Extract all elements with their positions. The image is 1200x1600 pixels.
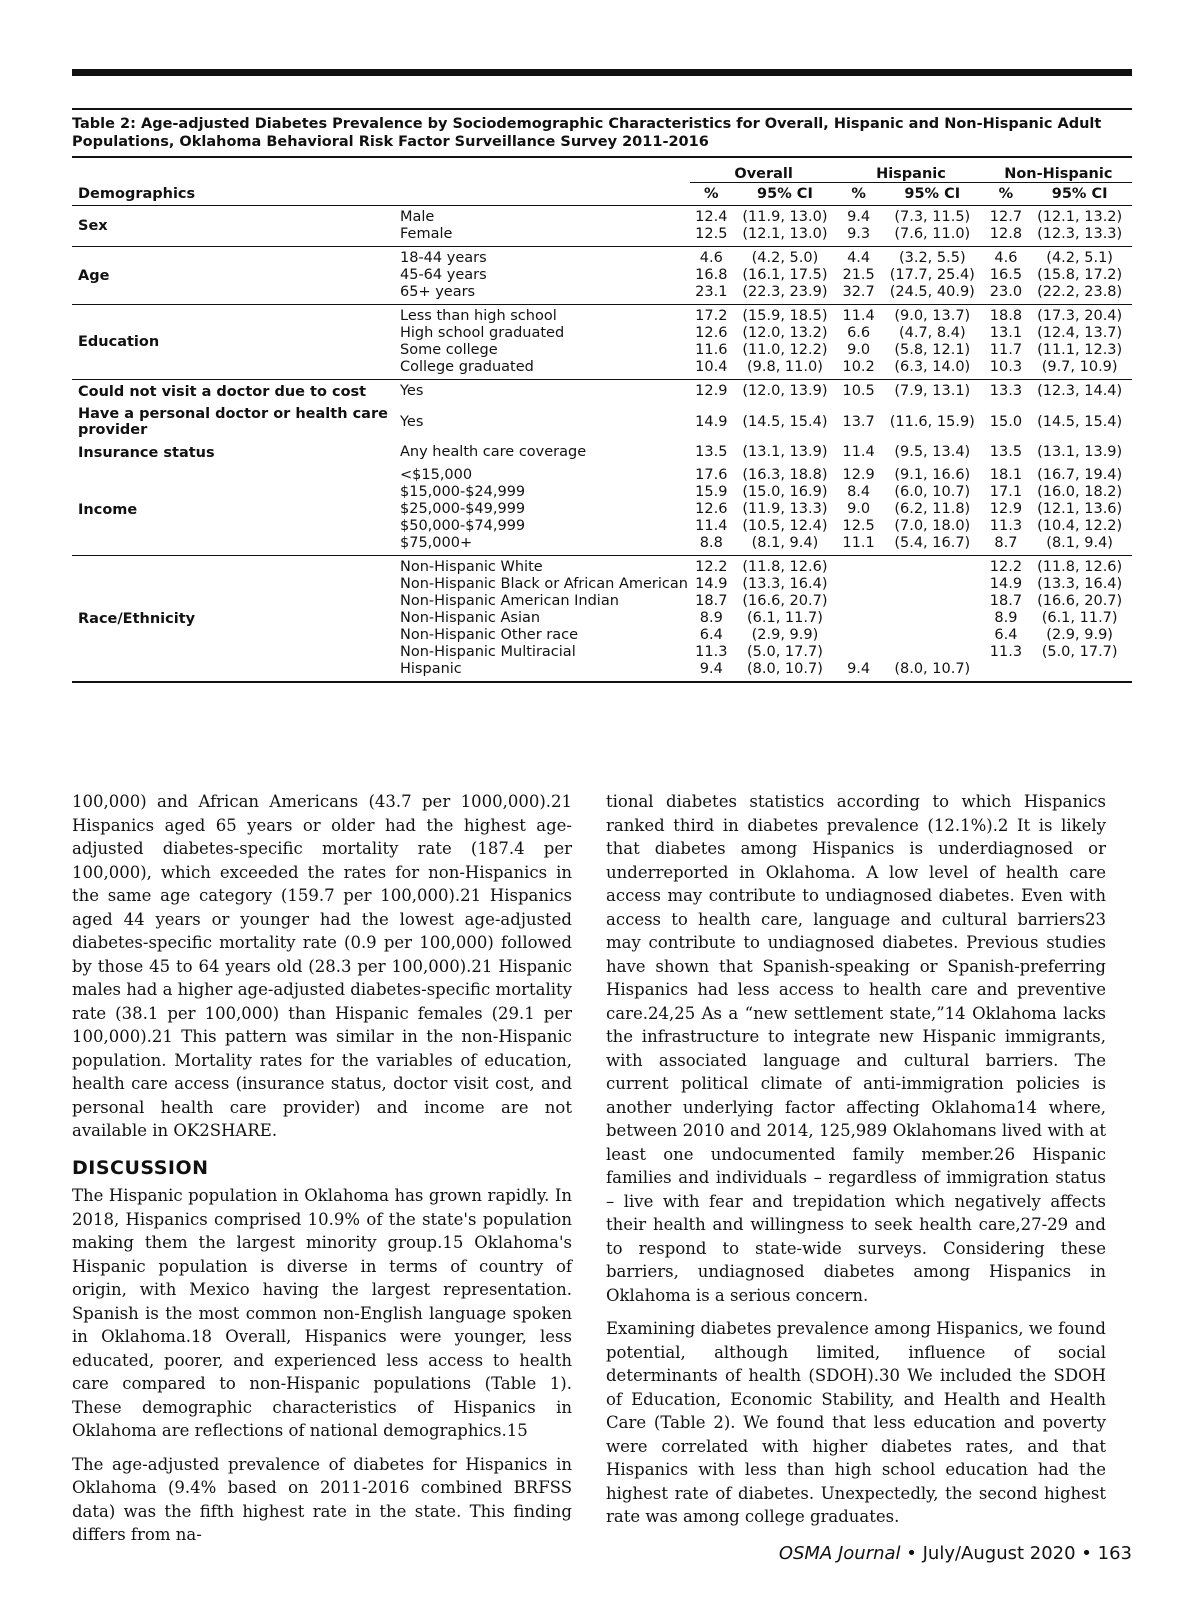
overall-pct-value: 13.5 bbox=[695, 444, 728, 460]
row-subcategory-value: Hispanic bbox=[400, 661, 462, 677]
nonhispanic-ci bbox=[1027, 247, 1132, 305]
right-paragraph-2: Examining diabetes prevalence among Hispanics, we found potential, although limited, influence of social determinants of health (SDOH).30 We included the SDOH of Education, Economic Stability, and Health and Health Care (Table 2). We found that less education and poverty were correlated with higher diabetes rates, and that Hispanics with less than high school education had the highest rate of diabetes. Unexpectedly, the second highest rate was among college graduates. bbox=[606, 1319, 1106, 1526]
overall-pct bbox=[690, 464, 733, 556]
overall-ci-value: (11.8, 12.6) bbox=[742, 559, 828, 575]
overall-pct-value: 4.6 bbox=[699, 250, 723, 266]
overall-ci bbox=[733, 305, 838, 380]
overall-ci-value: (16.1, 17.5) bbox=[742, 267, 828, 283]
overall-pct-value: 12.9 bbox=[695, 383, 728, 399]
hispanic-ci-value: (7.3, 11.5) bbox=[894, 209, 971, 225]
nonhispanic-ci-value: (16.6, 20.7) bbox=[1037, 593, 1123, 609]
row-subcategory-value: Non-Hispanic Other race bbox=[400, 627, 579, 643]
hispanic-ci-value: (7.6, 11.0) bbox=[894, 226, 971, 242]
hispanic-pct-value: 12.9 bbox=[842, 467, 875, 483]
overall-pct-value: 9.4 bbox=[699, 661, 723, 677]
overall-pct bbox=[690, 403, 733, 441]
hispanic-ci bbox=[880, 464, 985, 556]
overall-ci-value: (11.9, 13.3) bbox=[742, 501, 828, 517]
row-subcategory bbox=[398, 305, 690, 380]
overall-pct-value: 17.6 bbox=[695, 467, 728, 483]
table-body bbox=[72, 206, 1132, 683]
overall-ci-value: (11.0, 12.2) bbox=[742, 342, 828, 358]
nonhispanic-pct-value: 16.5 bbox=[989, 267, 1023, 283]
overall-pct-value: 11.6 bbox=[695, 342, 728, 358]
row-subcategory-value: Female bbox=[400, 226, 453, 242]
nonhispanic-ci-value: (2.9, 9.9) bbox=[1046, 627, 1113, 643]
row-label: Could not visit a doctor due to cost bbox=[72, 380, 398, 404]
nonhispanic-pct bbox=[985, 305, 1028, 380]
row-subcategory-value: $15,000-$24,999 bbox=[400, 484, 526, 500]
overall-pct bbox=[690, 247, 733, 305]
hispanic-pct bbox=[837, 403, 880, 441]
table-row bbox=[72, 247, 1132, 305]
left-paragraph-3: The age-adjusted prevalence of diabetes for Hispanics in Oklahoma (9.4% based on 2011-2016 combined BRFSS data) was the fifth highest rate in the state. This finding differs from na- bbox=[72, 1454, 572, 1544]
nonhispanic-pct bbox=[985, 556, 1028, 683]
nonhispanic-pct-value: 12.9 bbox=[989, 501, 1023, 517]
nonhispanic-pct-value: 14.9 bbox=[989, 576, 1023, 592]
row-subcategory bbox=[398, 380, 690, 404]
right-paragraph-1: tional diabetes statistics according to which Hispanics ranked third in diabetes prevalence (12.1%).2 It is likely that diabetes among Hispanics is underdiagnosed or underreported in Oklahoma. A low level of health care access may contribute to undiagnosed diabetes. Even with access to health care, language and cultural barriers23 may contribute to undiagnosed diabetes. Previous studies have shown that Spanish-speaking or Spanish-preferring Hispanics had less access to health care and preventive care.24,25 As a “new settlement state,”14 Oklahoma lacks the infrastructure to integrate new Hispanic immigrants, with associated language and cultural barriers. The current political climate of anti-immigration policies is another underlying factor affecting Oklahoma14 where, between 2010 and 2014, 125,989 Oklahomans lived with at least one undocumented family member.26 Hispanic families and individuals – regardless of immigration status – live with fear and trepidation which negatively affects their health and willingness to seek health care,27-29 and to respond to state-wide surveys. Considering these barriers, undiagnosed diabetes among Hispanics in Oklahoma is a serious concern. bbox=[606, 792, 1106, 1305]
hispanic-pct-value bbox=[839, 593, 878, 610]
hispanic-pct-value: 4.4 bbox=[847, 250, 871, 266]
hispanic-ci-value: (5.8, 12.1) bbox=[894, 342, 971, 358]
row-subcategory-value: 45-64 years bbox=[400, 267, 487, 283]
hispanic-ci-value: (5.4, 16.7) bbox=[894, 535, 971, 551]
row-label: Income bbox=[78, 501, 138, 518]
overall-pct-value: 12.2 bbox=[695, 559, 728, 575]
nonhispanic-ci-value: (16.7, 19.4) bbox=[1037, 467, 1123, 483]
nonhispanic-ci-value: (11.8, 12.6) bbox=[1037, 559, 1123, 575]
overall-ci-value: (4.2, 5.0) bbox=[751, 250, 819, 266]
hispanic-ci bbox=[880, 441, 985, 464]
hispanic-pct bbox=[837, 464, 880, 556]
row-label: Race/Ethnicity bbox=[72, 556, 398, 683]
overall-ci-value: (12.0, 13.9) bbox=[742, 383, 828, 399]
row-subcategory-value: $75,000+ bbox=[400, 535, 473, 551]
hispanic-ci bbox=[880, 556, 985, 683]
nonhispanic-ci-value: (12.1, 13.2) bbox=[1037, 209, 1123, 225]
hispanic-pct-value bbox=[839, 644, 878, 661]
nonhispanic-pct bbox=[985, 206, 1028, 247]
table-row bbox=[72, 206, 1132, 247]
col-nonhispanic-ci: 95% CI bbox=[1027, 183, 1132, 206]
nonhispanic-ci-value: (9.7, 10.9) bbox=[1041, 359, 1118, 375]
row-subcategory-value: 65+ years bbox=[400, 284, 476, 300]
discussion-heading: DISCUSSION bbox=[72, 1156, 209, 1179]
row-label: Have a personal doctor or health care provider bbox=[78, 406, 388, 438]
hispanic-ci bbox=[880, 247, 985, 305]
hispanic-ci-value: (6.3, 14.0) bbox=[894, 359, 971, 375]
nonhispanic-pct-value: 18.8 bbox=[989, 308, 1023, 324]
group-overall: Overall bbox=[690, 166, 837, 183]
nonhispanic-ci-value: (12.3, 13.3) bbox=[1037, 226, 1123, 242]
nonhispanic-ci-value: (22.2, 23.8) bbox=[1037, 284, 1123, 300]
overall-ci-value: (14.5, 15.4) bbox=[742, 413, 828, 430]
nonhispanic-ci-value: (6.1, 11.7) bbox=[1041, 610, 1118, 626]
overall-pct-value: 11.4 bbox=[695, 518, 728, 534]
nonhispanic-pct-value: 23.0 bbox=[989, 284, 1023, 300]
hispanic-ci-value bbox=[882, 576, 983, 593]
row-subcategory-value: <$15,000 bbox=[400, 467, 473, 483]
nonhispanic-ci bbox=[1027, 441, 1132, 464]
hispanic-ci bbox=[880, 305, 985, 380]
overall-pct-value: 18.7 bbox=[695, 593, 728, 609]
row-subcategory-value: Some college bbox=[400, 342, 498, 358]
nonhispanic-pct-value: 17.1 bbox=[989, 484, 1023, 500]
row-subcategory-value: Non-Hispanic White bbox=[400, 559, 543, 575]
overall-ci-value: (2.9, 9.9) bbox=[751, 627, 819, 643]
row-subcategory-value: Less than high school bbox=[400, 308, 557, 324]
hispanic-ci-value bbox=[882, 627, 983, 644]
nonhispanic-pct-value: 11.3 bbox=[989, 518, 1023, 534]
row-subcategory-value: $50,000-$74,999 bbox=[400, 518, 526, 534]
row-subcategory bbox=[398, 464, 690, 556]
hispanic-pct-value bbox=[839, 627, 878, 644]
nonhispanic-ci-value: (16.0, 18.2) bbox=[1037, 484, 1123, 500]
nonhispanic-pct-value: 8.7 bbox=[994, 535, 1018, 551]
hispanic-ci-value: (7.9, 13.1) bbox=[894, 383, 971, 399]
hispanic-pct-value: 9.4 bbox=[847, 661, 871, 677]
overall-ci-value: (6.1, 11.7) bbox=[747, 610, 823, 626]
hispanic-ci bbox=[880, 380, 985, 404]
overall-ci-value: (11.9, 13.0) bbox=[742, 209, 828, 225]
row-subcategory-value: Non-Hispanic American Indian bbox=[400, 593, 619, 609]
nonhispanic-pct-value: 18.7 bbox=[989, 593, 1023, 609]
nonhispanic-ci-value: (12.3, 14.4) bbox=[1037, 383, 1123, 399]
hispanic-pct-value: 11.4 bbox=[842, 308, 875, 324]
hispanic-pct-value: 6.6 bbox=[847, 325, 871, 341]
overall-ci-value: (9.8, 11.0) bbox=[747, 359, 823, 375]
nonhispanic-pct-value: 15.0 bbox=[989, 413, 1023, 430]
overall-pct bbox=[690, 380, 733, 404]
nonhispanic-ci-value: (12.4, 13.7) bbox=[1037, 325, 1123, 341]
nonhispanic-ci bbox=[1027, 403, 1132, 441]
overall-ci bbox=[733, 247, 838, 305]
hispanic-ci-value: (17.7, 25.4) bbox=[889, 267, 975, 283]
overall-pct-value: 12.5 bbox=[695, 226, 728, 242]
overall-pct-value: 12.6 bbox=[695, 325, 728, 341]
overall-pct-value: 12.4 bbox=[695, 209, 728, 225]
hispanic-pct-value: 11.1 bbox=[842, 535, 875, 551]
row-label: Education bbox=[72, 305, 398, 380]
hispanic-ci-value: (6.0, 10.7) bbox=[894, 484, 971, 500]
hispanic-ci-value: (4.7, 8.4) bbox=[898, 325, 966, 341]
row-subcategory-value: Non-Hispanic Black or African American bbox=[400, 576, 688, 592]
overall-pct-value: 16.8 bbox=[695, 267, 728, 283]
hispanic-pct-value: 32.7 bbox=[842, 284, 875, 300]
overall-pct-value: 10.4 bbox=[695, 359, 728, 375]
table-row bbox=[72, 464, 1132, 556]
nonhispanic-pct-value: 6.4 bbox=[994, 627, 1018, 643]
nonhispanic-ci-value: (15.8, 17.2) bbox=[1037, 267, 1123, 283]
nonhispanic-ci-value: (10.4, 12.2) bbox=[1037, 518, 1123, 534]
overall-pct-value: 14.9 bbox=[695, 413, 728, 430]
row-subcategory bbox=[398, 206, 690, 247]
hispanic-pct-value: 11.4 bbox=[842, 444, 875, 460]
row-subcategory-value: Yes bbox=[400, 413, 424, 430]
hispanic-pct-value: 10.5 bbox=[842, 383, 875, 399]
hispanic-pct-value: 9.0 bbox=[847, 501, 871, 517]
hispanic-pct-value: 21.5 bbox=[842, 267, 875, 283]
overall-ci-value: (16.6, 20.7) bbox=[742, 593, 828, 609]
row-subcategory-value: Yes bbox=[400, 383, 424, 399]
nonhispanic-pct-value: 12.7 bbox=[989, 209, 1023, 225]
nonhispanic-pct-value: 12.8 bbox=[989, 226, 1023, 242]
row-subcategory bbox=[398, 556, 690, 683]
overall-pct bbox=[690, 441, 733, 464]
row-subcategory-value: Non-Hispanic Asian bbox=[400, 610, 541, 626]
table-row bbox=[72, 403, 1132, 441]
nonhispanic-pct bbox=[985, 464, 1028, 556]
overall-ci-value: (5.0, 17.7) bbox=[747, 644, 823, 660]
hispanic-pct-value: 8.4 bbox=[847, 484, 871, 500]
table-2 bbox=[72, 108, 1132, 683]
data-table bbox=[72, 166, 1132, 683]
hispanic-pct-value: 9.4 bbox=[847, 209, 871, 225]
nonhispanic-ci-value bbox=[1029, 661, 1130, 678]
nonhispanic-ci-value: (5.0, 17.7) bbox=[1041, 644, 1118, 660]
hispanic-pct-value bbox=[839, 610, 878, 627]
nonhispanic-pct-value bbox=[987, 661, 1026, 678]
left-paragraph-2: The Hispanic population in Oklahoma has grown rapidly. In 2018, Hispanics comprised 10.9% of the state's population making them the largest minority group.15 Oklahoma's Hispanic population is diverse in terms of country of origin, with Mexico having the largest representation. Spanish is the most common non-English language spoken in Oklahoma.18 Overall, Hispanics were younger, less educated, poorer, and experienced less access to health care compared to non-Hispanic populations (Table 1). These demographic characteristics of Hispanics in Oklahoma are reflections of national demographics.15 bbox=[72, 1186, 572, 1440]
journal-name: OSMA Journal bbox=[778, 1543, 901, 1564]
row-subcategory bbox=[398, 441, 690, 464]
overall-pct bbox=[690, 206, 733, 247]
overall-pct-value: 6.4 bbox=[699, 627, 723, 643]
row-subcategory bbox=[398, 247, 690, 305]
nonhispanic-pct-value: 12.2 bbox=[989, 559, 1023, 575]
overall-pct-value: 17.2 bbox=[695, 308, 728, 324]
table-caption: Table 2: Age-adjusted Diabetes Prevalence by Sociodemographic Characteristics for Overall, Hispanic and Non-Hispanic Adult Populations, Oklahoma Behavioral Risk Factor Surveillance Survey 2011-2016 bbox=[72, 108, 1132, 158]
hispanic-pct bbox=[837, 247, 880, 305]
overall-pct-value: 12.6 bbox=[695, 501, 728, 517]
hispanic-ci-value: (9.1, 16.6) bbox=[894, 467, 971, 483]
hispanic-pct bbox=[837, 441, 880, 464]
nonhispanic-pct-value: 4.6 bbox=[994, 250, 1018, 266]
nonhispanic-ci bbox=[1027, 464, 1132, 556]
hispanic-pct-value: 9.0 bbox=[847, 342, 871, 358]
col-overall-ci: 95% CI bbox=[733, 183, 838, 206]
hispanic-ci-value: (24.5, 40.9) bbox=[889, 284, 975, 300]
nonhispanic-pct bbox=[985, 247, 1028, 305]
nonhispanic-pct-value: 13.5 bbox=[989, 444, 1023, 460]
overall-ci-value: (8.1, 9.4) bbox=[751, 535, 819, 551]
table-row bbox=[72, 556, 1132, 683]
left-column bbox=[72, 790, 572, 1557]
overall-ci bbox=[733, 556, 838, 683]
overall-ci-value: (13.1, 13.9) bbox=[742, 444, 828, 460]
nonhispanic-ci-value: (13.1, 13.9) bbox=[1037, 444, 1123, 460]
nonhispanic-ci bbox=[1027, 305, 1132, 380]
nonhispanic-pct bbox=[985, 403, 1028, 441]
hispanic-ci-value: (3.2, 5.5) bbox=[898, 250, 966, 266]
hispanic-ci bbox=[880, 206, 985, 247]
row-label: Insurance status bbox=[78, 444, 215, 461]
nonhispanic-pct-value: 11.3 bbox=[989, 644, 1023, 660]
group-nonhispanic: Non-Hispanic bbox=[985, 166, 1132, 183]
nonhispanic-pct-value: 18.1 bbox=[989, 467, 1023, 483]
col-overall-pct: % bbox=[690, 183, 733, 206]
row-subcategory-value: Any health care coverage bbox=[400, 444, 587, 460]
row-subcategory bbox=[398, 403, 690, 441]
row-subcategory-value: $25,000-$49,999 bbox=[400, 501, 526, 517]
nonhispanic-pct-value: 13.3 bbox=[989, 383, 1023, 399]
overall-pct-value: 15.9 bbox=[695, 484, 728, 500]
nonhispanic-ci bbox=[1027, 206, 1132, 247]
row-subcategory-value: Male bbox=[400, 209, 435, 225]
overall-pct bbox=[690, 556, 733, 683]
overall-pct-value: 11.3 bbox=[695, 644, 728, 660]
overall-ci-value: (8.0, 10.7) bbox=[747, 661, 823, 677]
overall-pct-value: 8.8 bbox=[699, 535, 723, 551]
overall-pct-value: 14.9 bbox=[695, 576, 728, 592]
nonhispanic-pct bbox=[985, 380, 1028, 404]
overall-pct-value: 8.9 bbox=[699, 610, 723, 626]
hispanic-pct bbox=[837, 380, 880, 404]
nonhispanic-ci bbox=[1027, 556, 1132, 683]
nonhispanic-ci-value: (17.3, 20.4) bbox=[1037, 308, 1123, 324]
nonhispanic-pct-value: 8.9 bbox=[994, 610, 1018, 626]
row-subcategory-value: Non-Hispanic Multiracial bbox=[400, 644, 576, 660]
hispanic-pct-value: 9.3 bbox=[847, 226, 871, 242]
overall-ci bbox=[733, 403, 838, 441]
hispanic-pct-value bbox=[839, 576, 878, 593]
overall-ci-value: (22.3, 23.9) bbox=[742, 284, 828, 300]
hispanic-pct bbox=[837, 305, 880, 380]
row-subcategory-value: High school graduated bbox=[400, 325, 565, 341]
overall-ci bbox=[733, 380, 838, 404]
overall-ci bbox=[733, 441, 838, 464]
hispanic-pct-value: 13.7 bbox=[842, 413, 875, 430]
hispanic-ci-value bbox=[882, 610, 983, 627]
top-rule bbox=[72, 69, 1132, 76]
overall-ci-value: (10.5, 12.4) bbox=[742, 518, 828, 534]
col-nonhispanic-pct: % bbox=[985, 183, 1028, 206]
hispanic-ci-value: (9.0, 13.7) bbox=[894, 308, 971, 324]
hispanic-ci-value: (9.5, 13.4) bbox=[894, 444, 971, 460]
hispanic-pct-value bbox=[839, 559, 878, 576]
col-demographics: Demographics bbox=[72, 183, 398, 206]
overall-ci-value: (12.0, 13.2) bbox=[742, 325, 828, 341]
table-row bbox=[72, 441, 1132, 464]
overall-ci-value: (15.0, 16.9) bbox=[742, 484, 828, 500]
row-label: Age bbox=[72, 247, 398, 305]
hispanic-ci-value: (7.0, 18.0) bbox=[894, 518, 971, 534]
hispanic-pct-value: 10.2 bbox=[842, 359, 875, 375]
row-label: Sex bbox=[78, 218, 108, 234]
hispanic-pct-value: 12.5 bbox=[842, 518, 875, 534]
group-header-row bbox=[72, 166, 1132, 183]
column-header-row bbox=[72, 183, 1132, 206]
nonhispanic-pct-value: 10.3 bbox=[989, 359, 1023, 375]
overall-ci-value: (13.3, 16.4) bbox=[742, 576, 828, 592]
issue-page: • July/August 2020 • 163 bbox=[900, 1543, 1132, 1564]
left-paragraph-1: 100,000) and African Americans (43.7 per 1000,000).21 Hispanics aged 65 years or older had the highest age-adjusted diabetes-specific mortality rate (187.4 per 100,000), which exceeded the rates for non-Hispanics in the same age category (159.7 per 100,000).21 Hispanics aged 44 years or younger had the lowest age-adjusted diabetes-specific mortality rate (0.9 per 100,000) followed by those 45 to 64 years old (28.3 per 100,000).21 Hispanic males had a higher age-adjusted diabetes-specific mortality rate (38.1 per 100,000) than Hispanic females (29.1 per 100,000).21 This pattern was similar in the non-Hispanic population. Mortality rates for the variables of education, health care access (insurance status, doctor visit cost, and personal health care provider) and income are not available in OK2SHARE. bbox=[72, 792, 572, 1140]
hispanic-ci-value bbox=[882, 593, 983, 610]
nonhispanic-ci-value: (12.1, 13.6) bbox=[1037, 501, 1123, 517]
nonhispanic-pct-value: 11.7 bbox=[989, 342, 1023, 358]
hispanic-ci-value bbox=[882, 559, 983, 576]
row-subcategory-value: College graduated bbox=[400, 359, 534, 375]
table-row bbox=[72, 305, 1132, 380]
page-footer bbox=[779, 1543, 1132, 1564]
nonhispanic-pct bbox=[985, 441, 1028, 464]
nonhispanic-ci-value: (14.5, 15.4) bbox=[1037, 413, 1123, 430]
nonhispanic-ci-value: (11.1, 12.3) bbox=[1037, 342, 1123, 358]
overall-ci bbox=[733, 464, 838, 556]
hispanic-ci-value: (6.2, 11.8) bbox=[894, 501, 971, 517]
hispanic-ci bbox=[880, 403, 985, 441]
hispanic-ci-value bbox=[882, 644, 983, 661]
nonhispanic-pct-value: 13.1 bbox=[989, 325, 1023, 341]
overall-ci bbox=[733, 206, 838, 247]
hispanic-pct bbox=[837, 206, 880, 247]
group-hispanic: Hispanic bbox=[837, 166, 984, 183]
hispanic-ci-value: (11.6, 15.9) bbox=[889, 413, 975, 430]
nonhispanic-ci-value: (8.1, 9.4) bbox=[1046, 535, 1113, 551]
nonhispanic-ci-value: (4.2, 5.1) bbox=[1046, 250, 1113, 266]
table-row bbox=[72, 380, 1132, 404]
overall-ci-value: (15.9, 18.5) bbox=[742, 308, 828, 324]
overall-pct bbox=[690, 305, 733, 380]
nonhispanic-ci-value: (13.3, 16.4) bbox=[1037, 576, 1123, 592]
hispanic-ci-value: (8.0, 10.7) bbox=[894, 661, 971, 677]
row-subcategory-value: 18-44 years bbox=[400, 250, 487, 266]
hispanic-pct bbox=[837, 556, 880, 683]
overall-pct-value: 23.1 bbox=[695, 284, 728, 300]
overall-ci-value: (12.1, 13.0) bbox=[742, 226, 828, 242]
right-column bbox=[606, 790, 1106, 1539]
overall-ci-value: (16.3, 18.8) bbox=[742, 467, 828, 483]
col-hispanic-pct: % bbox=[837, 183, 880, 206]
col-hispanic-ci: 95% CI bbox=[880, 183, 985, 206]
nonhispanic-ci bbox=[1027, 380, 1132, 404]
